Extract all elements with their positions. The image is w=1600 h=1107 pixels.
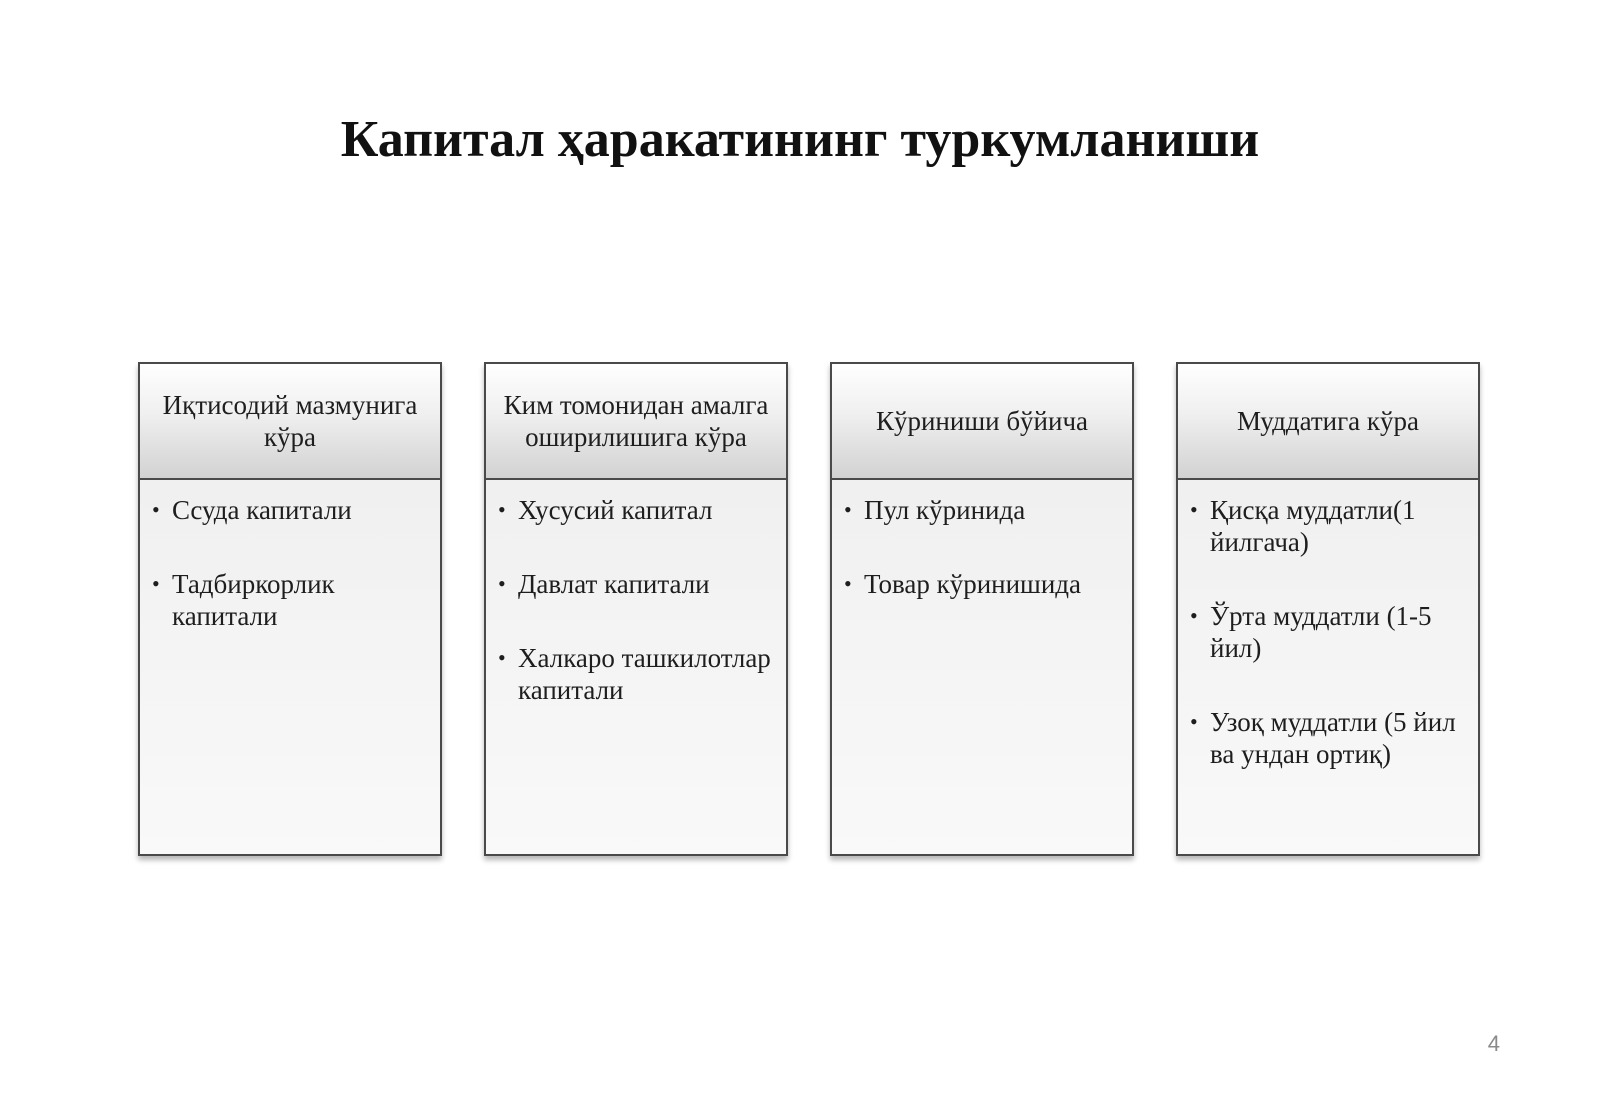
column-body — [486, 480, 786, 854]
list-item: • Қисқа муддатли(1 йилгача) — [1190, 494, 1466, 558]
column-body — [140, 480, 440, 854]
column-by-form — [830, 362, 1134, 856]
list-item: • Давлат капитали — [498, 568, 774, 600]
column-by-whom — [484, 362, 788, 856]
bullet-list — [498, 494, 774, 706]
bullet-list — [844, 494, 1120, 600]
list-item: • Хусусий капитал — [498, 494, 774, 526]
list-item: • Ўрта муддатли (1-5 йил) — [1190, 600, 1466, 664]
column-header-label: Кўриниши бўйича — [875, 406, 1089, 436]
column-header-label: Ким томонидан амалга оширилишига кўра — [503, 390, 769, 452]
list-item: • Узоқ муддатли (5 йил ва ундан ортиқ) — [1190, 706, 1466, 770]
list-item: • Халкаро ташкилотлар капитали — [498, 642, 774, 706]
column-header — [486, 364, 786, 480]
column-header-label: Иқтисодий мазмунига кўра — [162, 390, 418, 452]
column-header — [140, 364, 440, 480]
column-economic-content — [138, 362, 442, 856]
classification-columns — [138, 362, 1484, 860]
list-item: • Пул кўринида — [844, 494, 1120, 526]
column-body — [1178, 480, 1478, 854]
slide-title: Капитал ҳаракатининг туркумланиши — [340, 111, 1260, 168]
list-item: • Тадбиркорлик капитали — [152, 568, 428, 632]
bullet-list — [152, 494, 428, 632]
column-header-label: Муддатига кўра — [1236, 406, 1420, 436]
column-by-term — [1176, 362, 1480, 856]
page-number: 4 — [1487, 1031, 1500, 1056]
column-body — [832, 480, 1132, 854]
column-header — [832, 364, 1132, 480]
list-item: • Товар кўринишида — [844, 568, 1120, 600]
list-item: • Ссуда капитали — [152, 494, 428, 526]
column-header — [1178, 364, 1478, 480]
bullet-list — [1190, 494, 1466, 770]
